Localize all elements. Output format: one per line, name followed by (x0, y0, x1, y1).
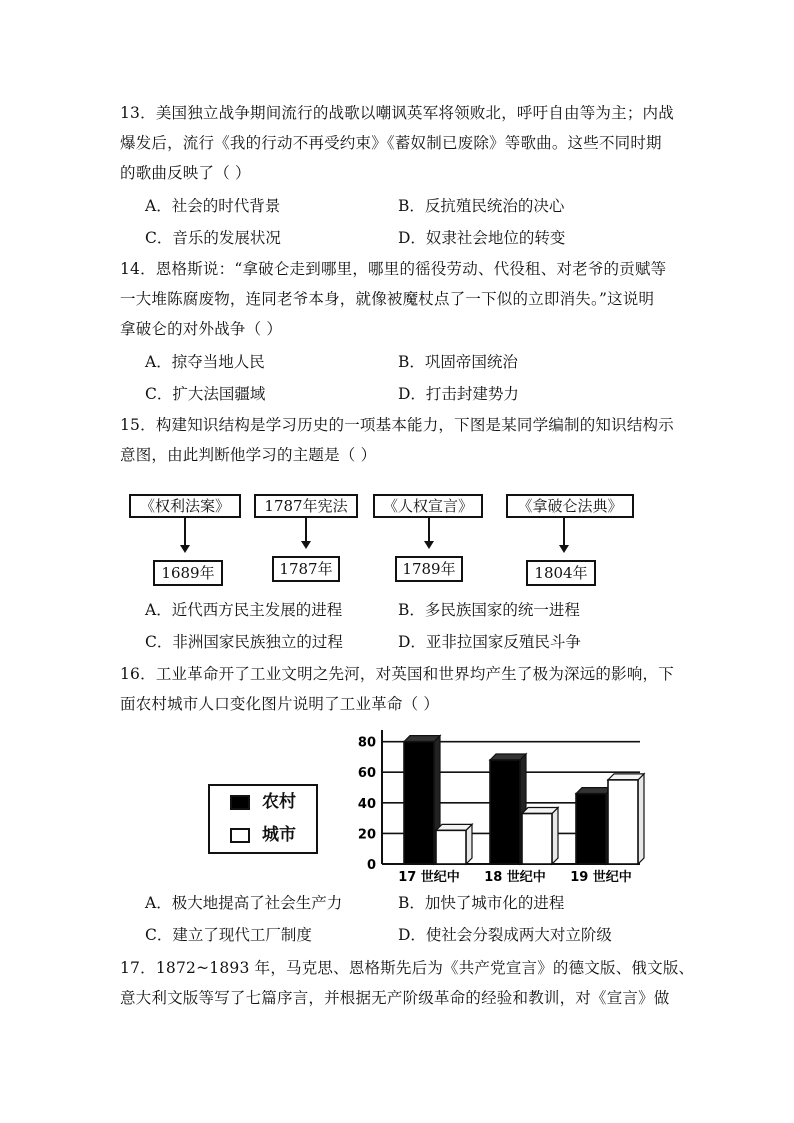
q17-stem-line-2: 意大利文版等写了七篇序言，并根据无产阶级革命的经验和教训，对《宣言》做 (120, 989, 670, 1007)
year-box-4: 1804年 (526, 560, 596, 586)
x-category-label-0: 17 世纪中 (398, 870, 460, 885)
bar-top-1-1 (522, 808, 558, 814)
q17-stem-line-1: 17．1872~1893 年，马克思、恩格斯先后为《共产党宣言》的德文版、俄文版、 (120, 959, 695, 977)
q13-stem-line-1: 13．美国独立战争期间流行的战歌以嘲讽英军将领败北，呼吁自由等为主；内战 (120, 104, 674, 122)
q15-option-a[interactable]: A．近代西方民主发展的进程 (145, 601, 343, 619)
arrow-line-3 (428, 518, 430, 542)
q15-stem-line-1: 15．构建知识结构是学习历史的一项基本能力，下图是某同学编制的知识结构示 (120, 416, 674, 434)
legend-label-urban: 城市 (262, 825, 296, 845)
arrow-line-4 (563, 518, 565, 546)
bar-top-1-0 (436, 824, 472, 830)
arrow-head-3 (424, 541, 434, 549)
q14-option-d[interactable]: D．打击封建势力 (398, 385, 519, 403)
q14-stem-line-3: 拿破仑的对外战争（ ） (120, 320, 283, 338)
q16-option-c[interactable]: C．建立了现代工厂制度 (145, 926, 312, 944)
year-box-3: 1789年 (395, 556, 463, 582)
year-box-2: 1787年 (272, 556, 340, 582)
y-tick-label-20: 20 (357, 827, 376, 843)
bar-top-1-2 (608, 774, 644, 780)
q14-stem-line-2: 一大堆陈腐废物，连同老爷本身，就像被魔杖点了一下似的立即消失。”这说明 (120, 290, 655, 308)
y-tick-label-80: 80 (357, 735, 376, 751)
q13-stem-line-2: 爆发后，流行《我的行动不再受约束》《蓄奴制已废除》等歌曲。这些不同时期 (120, 134, 662, 152)
doc-box-2: 1787年宪法 (254, 494, 358, 518)
q13-stem-line-3: 的歌曲反映了（ ） (120, 164, 251, 182)
q16-option-b[interactable]: B．加快了城市化的进程 (398, 894, 565, 912)
arrow-line-2 (305, 518, 307, 542)
doc-box-3: 《人权宣言》 (373, 494, 483, 518)
arrow-head-1 (180, 545, 190, 553)
q15-option-c[interactable]: C．非洲国家民族独立的过程 (145, 633, 343, 651)
q16-option-d[interactable]: D．使社会分裂成两大对立阶级 (398, 926, 612, 944)
q16-option-a[interactable]: A．极大地提高了社会生产力 (145, 894, 343, 912)
arrow-head-4 (559, 545, 569, 553)
bar-top-0-2 (576, 788, 612, 794)
doc-box-1: 《权利法案》 (129, 494, 241, 518)
chart-legend (208, 784, 318, 854)
arrow-head-2 (301, 541, 311, 549)
q13-option-c[interactable]: C．音乐的发展状况 (145, 229, 281, 247)
q13-option-a[interactable]: A．社会的时代背景 (145, 197, 281, 215)
q14-stem-line-1: 14．恩格斯说：“拿破仑走到哪里，哪里的徭役劳动、代役租、对老爷的贡赋等 (120, 260, 667, 278)
bar-side-1-1 (552, 808, 558, 864)
year-box-1: 1689年 (153, 560, 223, 586)
legend-label-rural: 农村 (262, 792, 296, 812)
x-category-label-2: 19 世纪中 (570, 870, 632, 885)
bar-rural-1 (490, 760, 520, 864)
q15-option-b[interactable]: B．多民族国家的统一进程 (398, 601, 580, 619)
bar-top-0-0 (404, 736, 440, 742)
legend-swatch-rural (230, 795, 250, 810)
doc-box-4: 《拿破仑法典》 (506, 494, 634, 518)
bar-side-1-2 (638, 774, 644, 864)
legend-swatch-urban (230, 828, 250, 843)
q14-option-a[interactable]: A．掠夺当地人民 (145, 353, 265, 371)
bar-urban-1 (522, 814, 552, 864)
q15-option-d[interactable]: D．亚非拉国家反殖民斗争 (398, 633, 581, 651)
bar-urban-2 (608, 780, 638, 864)
q15-stem-line-2: 意图，由此判断他学习的主题是（ ） (120, 446, 377, 464)
bar-rural-2 (576, 794, 606, 864)
q13-option-d[interactable]: D．奴隶社会地位的转变 (398, 229, 566, 247)
bar-urban-0 (436, 830, 466, 864)
q14-option-c[interactable]: C．扩大法国疆域 (145, 385, 266, 403)
q16-stem-line-1: 16．工业革命开了工业文明之先河，对英国和世界均产生了极为深远的影响，下 (120, 665, 674, 683)
q13-option-b[interactable]: B．反抗殖民统治的决心 (398, 197, 565, 215)
arrow-line-1 (184, 518, 186, 546)
population-bar-chart (340, 728, 670, 888)
bar-top-0-1 (490, 754, 526, 760)
y-tick-label-0: 0 (366, 858, 376, 873)
bar-rural-0 (404, 742, 434, 864)
q14-option-b[interactable]: B．巩固帝国统治 (398, 353, 518, 371)
y-tick-label-60: 60 (357, 766, 376, 782)
x-category-label-1: 18 世纪中 (484, 870, 546, 885)
y-tick-label-40: 40 (357, 796, 376, 812)
q16-stem-line-2: 面农村城市人口变化图片说明了工业革命（ ） (120, 695, 440, 713)
